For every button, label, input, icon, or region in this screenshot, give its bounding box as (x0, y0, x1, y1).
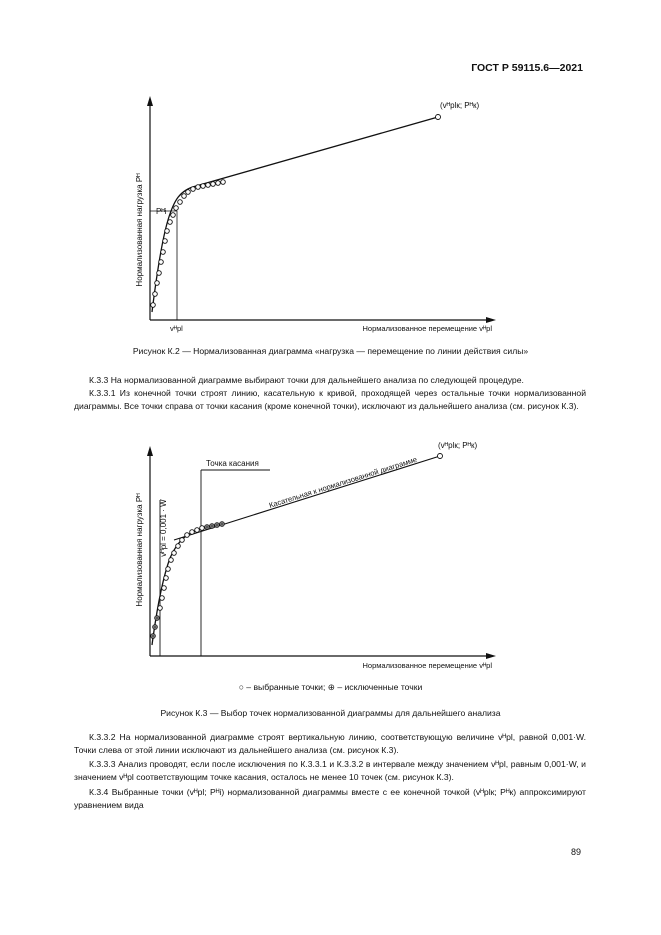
selected-point (195, 528, 200, 533)
para-k333: К.3.3.3 Анализ проводят, если после исключения по К.3.3.1 и К.3.3.2 в интервале между значением vᴴpl, равным 0,001·W, и значением vᴴpl соответствующим точке касания, осталось не менее 10 точек (см. рисунок К.3). (74, 759, 586, 782)
figure-k3-caption: Рисунок К.3 — Выбор точек нормализованной диаграммы для дальнейшего анализа (160, 708, 501, 718)
selected-point (160, 596, 165, 601)
data-point (151, 303, 156, 308)
selected-point (164, 576, 169, 581)
data-point (221, 180, 226, 185)
document-header: ГОСТ Р 59115.6—2021 (471, 62, 583, 74)
data-point (211, 182, 216, 187)
y-axis-arrow (147, 96, 153, 106)
data-point (191, 187, 196, 192)
k3-tangent-point-label: Точка касания (206, 459, 259, 468)
data-point (165, 229, 170, 234)
selected-point (162, 586, 167, 591)
data-point (153, 292, 158, 297)
k3-tangent-line-label: Касательная к нормализованной диаграмме (267, 454, 419, 510)
figure-k3-chart (120, 440, 500, 670)
load-curve (152, 117, 438, 312)
selected-point (180, 538, 185, 543)
page-number: 89 (570, 847, 581, 857)
data-point (168, 220, 173, 225)
selected-point (176, 544, 181, 549)
selected-point (190, 530, 195, 535)
k3-vline-label: vᴴpl = 0,001 · W (159, 499, 168, 557)
figure-k2-caption: Рисунок К.2 — Нормализованная диаграмма «нагрузка — перемещение по линии действия силы» (132, 346, 529, 356)
k2-p-label: Pᴴi (156, 207, 167, 216)
k3-end-point-label: (vᴴplк; Pᴴк) (438, 441, 478, 450)
x-axis-arrow (486, 317, 496, 323)
k2-data-points (151, 115, 441, 308)
data-point (171, 213, 176, 218)
data-point (159, 260, 164, 265)
data-point (201, 184, 206, 189)
figure-k2-chart (120, 90, 500, 340)
data-point (174, 206, 179, 211)
figure-k3-legend: ○ – выбранные точки; ⊕ – исключенные точки (238, 682, 423, 692)
data-point (186, 190, 191, 195)
k3-y-axis-label: Нормализованная нагрузка Pᴴ (135, 493, 144, 607)
para-k33: К.3.3 На нормализованной диаграмме выбирают точки для дальнейшего анализа по следующей процедуре. (89, 375, 524, 385)
data-point (178, 200, 183, 205)
k2-v-label: vᴴpl (170, 324, 183, 333)
data-point (155, 281, 160, 286)
excluded-points-right (205, 522, 225, 530)
selected-point (185, 533, 190, 538)
data-point (161, 250, 166, 255)
data-point (196, 185, 201, 190)
data-point (206, 183, 211, 188)
para-k332: К.3.3.2 На нормализованной диаграмме строят вертикальную линию, соответствующую величине vᴴpl, равной 0,001·W. Точки слева от этой линии исключают из дальнейшего анализа (см. рисунок К.3). (74, 732, 586, 755)
k2-end-point-label: (vᴴplк; Pᴴк) (440, 101, 480, 110)
end-point (438, 454, 443, 459)
selected-point (169, 558, 174, 563)
para-k331: К.3.3.1 Из конечной точки строят линию, касательную к кривой, проходящей через остальные точки нормализованной диаграммы. Все точки справа от точки касания (кроме конечной точки), исключают из дальнейшего анализа (см. рисунок К.3). (74, 388, 586, 411)
selected-point (166, 567, 171, 572)
k3-x-axis-label: Нормализованное перемещение vᴴpl (362, 661, 492, 670)
data-point (163, 239, 168, 244)
data-point (182, 194, 187, 199)
end-point (436, 115, 441, 120)
y-axis-arrow (147, 446, 153, 456)
k2-y-axis-label: Нормализованная нагрузка Pᴴ (135, 173, 144, 287)
data-point (216, 181, 221, 186)
x-axis-arrow (486, 653, 496, 659)
data-point (157, 271, 162, 276)
selected-point (172, 551, 177, 556)
k2-x-axis-label: Нормализованное перемещение vᴴpl (362, 324, 492, 333)
excluded-points-left (151, 616, 160, 639)
para-k34: К.3.4 Выбранные точки (vᴴpl; Pᴴi) нормализованной диаграммы вместе с ее конечной точкой (vᴴplк; Pᴴк) аппроксимируют уравнением вида (74, 787, 586, 810)
selected-point (158, 606, 163, 611)
selected-point (200, 526, 205, 531)
